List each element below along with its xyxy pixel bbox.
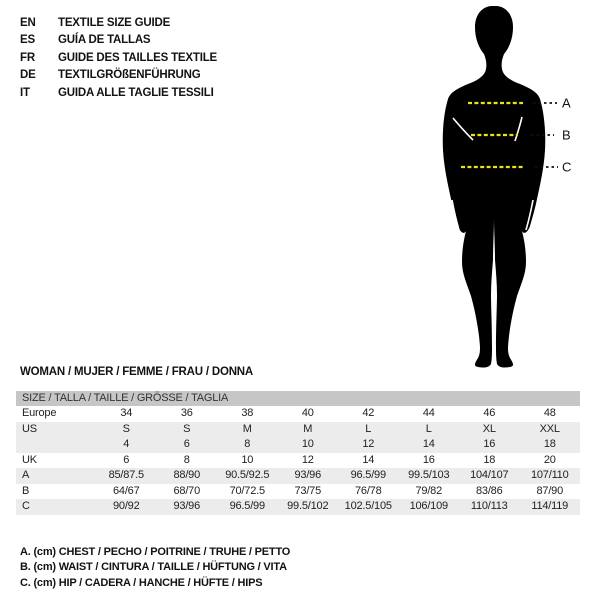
lang-line-fr bbox=[20, 49, 217, 67]
size-cell: 6 bbox=[183, 438, 190, 450]
size-cell: 34 bbox=[120, 407, 133, 419]
size-cell: M bbox=[303, 422, 313, 435]
size-cell: 8 bbox=[244, 438, 251, 450]
size-table-body bbox=[16, 406, 580, 515]
size-cell: 42 bbox=[362, 407, 375, 419]
lang-line-en bbox=[20, 14, 217, 32]
size-cell: 90/92 bbox=[112, 500, 140, 512]
legend-line-hip: C. (cm) HIP / CADERA / HANCHE / HÜFTE / HIPS bbox=[20, 576, 263, 589]
table-row-line bbox=[16, 437, 580, 453]
table-row-line bbox=[16, 468, 580, 484]
size-cell: 93/96 bbox=[294, 469, 322, 481]
size-cell: 12 bbox=[301, 453, 314, 466]
row-label: C bbox=[22, 500, 30, 512]
size-cell: 14 bbox=[422, 438, 435, 450]
measurement-legend bbox=[20, 545, 290, 591]
size-cell: 8 bbox=[183, 453, 190, 466]
size-cell: 99.5/103 bbox=[408, 469, 450, 481]
table-row-a bbox=[16, 468, 580, 484]
size-cell: 70/72.5 bbox=[229, 484, 265, 497]
size-cell: 44 bbox=[422, 407, 435, 419]
size-cell: 64/67 bbox=[112, 484, 140, 497]
lang-line-de bbox=[20, 67, 217, 85]
table-row-europe bbox=[16, 406, 580, 422]
size-cell: 68/70 bbox=[173, 484, 201, 497]
size-table bbox=[16, 391, 580, 515]
row-label: UK bbox=[22, 453, 37, 466]
size-cell: 79/82 bbox=[415, 484, 443, 497]
size-cell: 48 bbox=[543, 407, 556, 419]
lang-line-it bbox=[20, 84, 217, 102]
lang-code: EN bbox=[20, 16, 36, 29]
size-cell: 16 bbox=[422, 453, 435, 466]
size-cell: 10 bbox=[301, 438, 314, 450]
size-cell: 96.5/99 bbox=[229, 500, 265, 512]
body-measurement-figure bbox=[405, 2, 595, 370]
size-cell: 110/113 bbox=[470, 500, 508, 512]
measure-label-b: B bbox=[562, 127, 571, 143]
size-cell: 104/107 bbox=[470, 469, 509, 481]
size-cell: 106/109 bbox=[409, 500, 448, 512]
size-cell: 6 bbox=[123, 453, 130, 466]
table-row-line bbox=[16, 499, 580, 515]
size-cell: 83/86 bbox=[475, 484, 503, 497]
size-cell: 20 bbox=[543, 453, 556, 466]
size-cell: 40 bbox=[301, 407, 314, 419]
size-cell: 10 bbox=[241, 453, 254, 466]
row-label: A bbox=[22, 469, 30, 481]
woman-silhouette bbox=[443, 6, 546, 368]
size-cell: M bbox=[242, 422, 252, 435]
lang-code: DE bbox=[20, 69, 36, 82]
lang-code: FR bbox=[20, 51, 35, 64]
legend-line-chest: A. (cm) CHEST / PECHO / POITRINE / TRUHE / PETTO bbox=[20, 546, 291, 558]
lang-title: GUÍA DE TALLAS bbox=[58, 34, 151, 47]
size-cell: XL bbox=[482, 422, 496, 435]
size-table-header: SIZE / TALLA / TAILLE / GRÖSSE / TAGLIA bbox=[16, 391, 580, 406]
section-title-woman: WOMAN / MUJER / FEMME / FRAU / DONNA bbox=[20, 366, 254, 378]
size-cell: 14 bbox=[362, 453, 375, 466]
lang-code: IT bbox=[20, 86, 30, 99]
lang-title: TEXTILGRÖßENFÜHRUNG bbox=[58, 69, 201, 82]
size-cell: 102.5/105 bbox=[344, 500, 392, 512]
size-cell: 88/90 bbox=[173, 469, 201, 481]
size-cell: S bbox=[183, 422, 191, 435]
size-cell: 87/90 bbox=[536, 484, 564, 497]
size-cell: 4 bbox=[123, 438, 130, 450]
size-cell: 107/110 bbox=[530, 469, 569, 481]
woman-silhouette-diagram bbox=[405, 2, 595, 370]
size-cell: 73/75 bbox=[294, 484, 322, 497]
size-cell: 76/78 bbox=[354, 484, 382, 497]
table-row-us bbox=[16, 422, 580, 453]
measure-label-a: A bbox=[562, 95, 571, 111]
table-row-line bbox=[16, 453, 580, 469]
row-label: B bbox=[22, 484, 30, 497]
table-row-b bbox=[16, 484, 580, 500]
row-label bbox=[16, 437, 96, 453]
size-cell: 96.5/99 bbox=[350, 469, 386, 481]
table-row-line bbox=[16, 422, 580, 438]
table-row-line bbox=[16, 484, 580, 500]
row-label: US bbox=[22, 422, 37, 435]
size-cell: 85/87.5 bbox=[108, 469, 144, 481]
size-cell: 99.5/102 bbox=[287, 500, 329, 512]
size-cell: 16 bbox=[483, 438, 496, 450]
row-label: Europe bbox=[22, 407, 57, 419]
size-cell: 12 bbox=[362, 438, 375, 450]
measure-label-c: C bbox=[562, 159, 572, 175]
size-cell: L bbox=[365, 422, 372, 435]
lang-code: ES bbox=[20, 34, 35, 47]
size-cell: S bbox=[122, 422, 130, 435]
lang-title: TEXTILE SIZE GUIDE bbox=[58, 16, 171, 29]
lang-line-es bbox=[20, 32, 217, 50]
table-row-c bbox=[16, 499, 580, 515]
size-cell: L bbox=[425, 422, 432, 435]
lang-title: GUIDA ALLE TAGLIE TESSILI bbox=[58, 86, 214, 99]
size-cell: 18 bbox=[543, 438, 556, 450]
size-cell: 114/119 bbox=[531, 500, 569, 512]
legend-line-waist: B. (cm) WAIST / CINTURA / TAILLE / HÜFTUNG / VITA bbox=[20, 561, 287, 574]
language-title-block bbox=[20, 14, 217, 102]
size-cell: 90.5/92.5 bbox=[225, 469, 270, 481]
size-cell: 36 bbox=[180, 407, 193, 419]
size-cell: 93/96 bbox=[173, 500, 201, 512]
table-row-line bbox=[16, 406, 580, 422]
size-cell: XXL bbox=[539, 422, 560, 435]
size-cell: 46 bbox=[483, 407, 496, 419]
size-cell: 38 bbox=[241, 407, 254, 419]
lang-title: GUIDE DES TAILLES TEXTILE bbox=[58, 51, 217, 64]
size-cell: 18 bbox=[483, 453, 496, 466]
table-row-uk bbox=[16, 453, 580, 469]
